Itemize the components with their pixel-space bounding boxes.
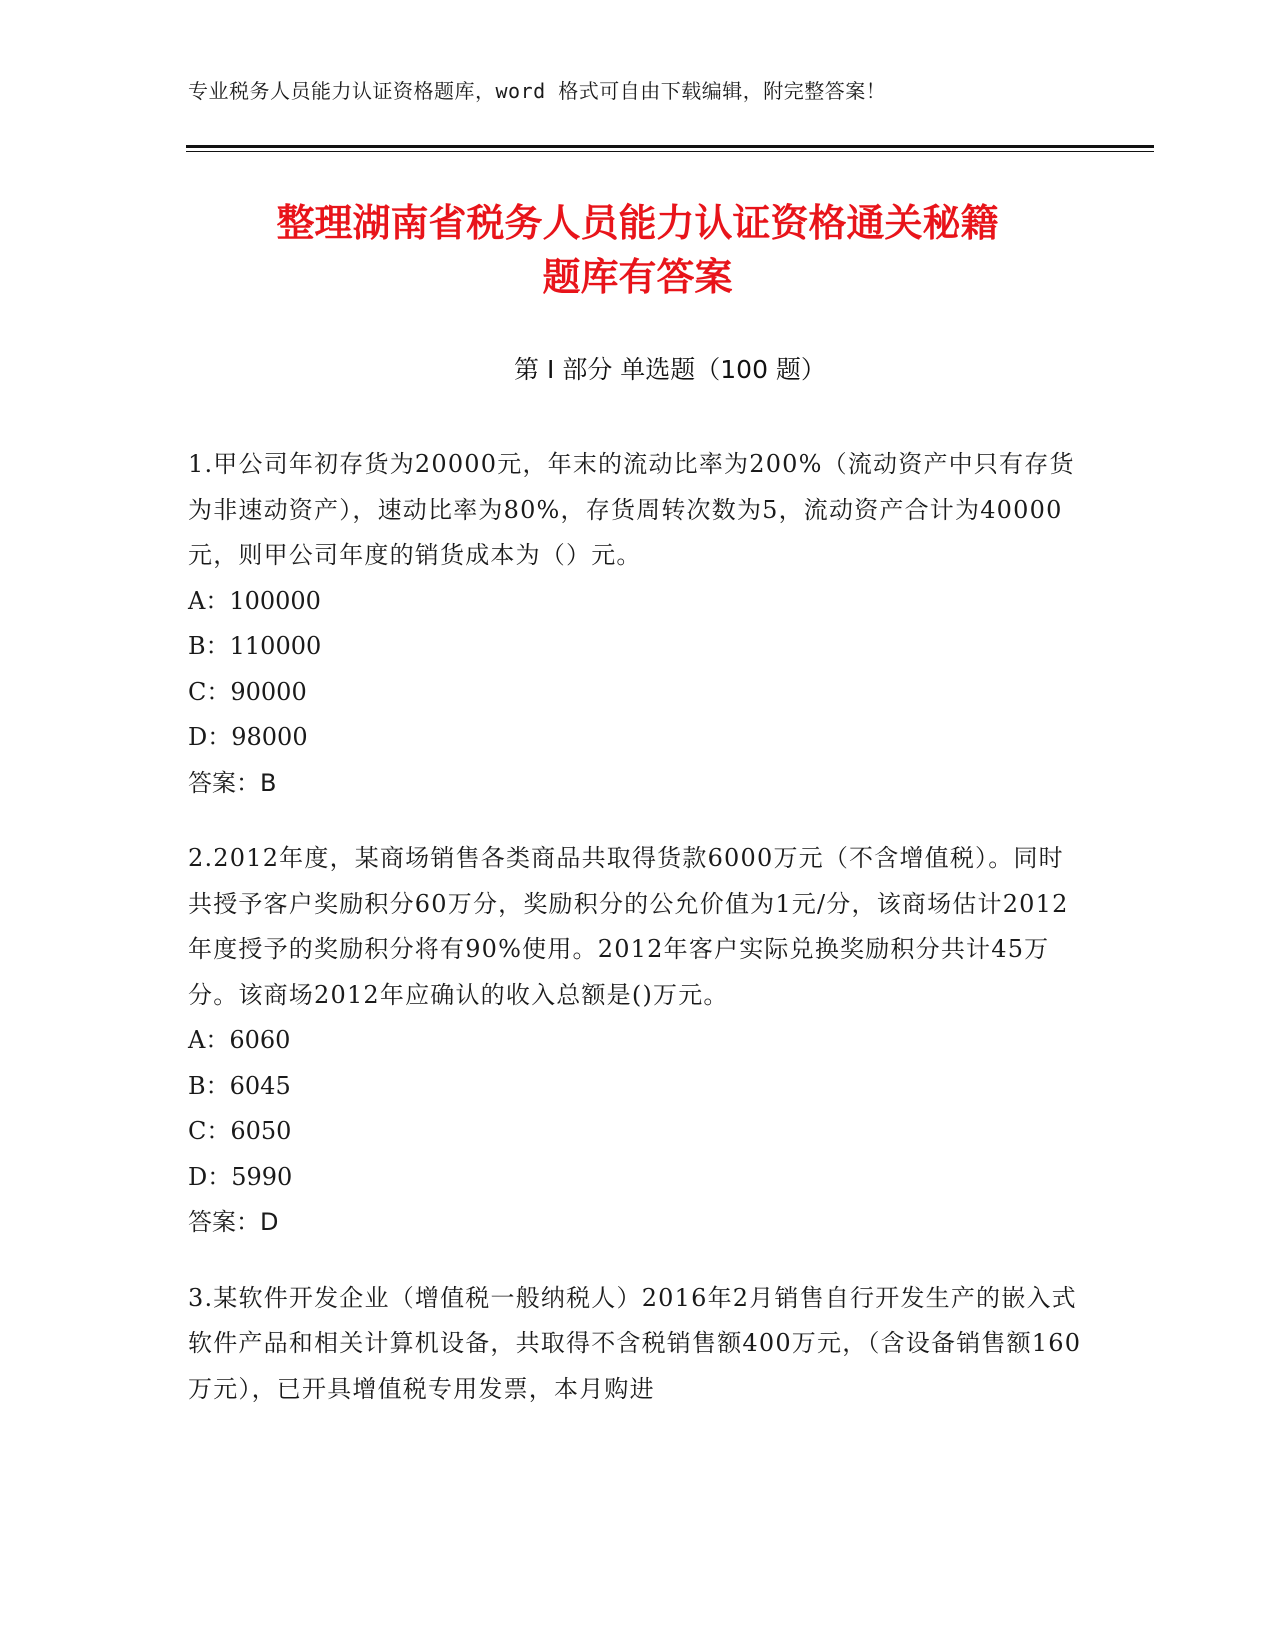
option-c: C：90000	[188, 677, 307, 706]
option-d: D：5990	[188, 1162, 293, 1191]
question-list	[188, 442, 1083, 1442]
option-b: B：6045	[188, 1071, 291, 1100]
option-a: A：100000	[188, 586, 321, 615]
document-title-line-2: 题库有答案	[542, 255, 733, 299]
question-2	[188, 836, 1083, 1246]
question-3	[188, 1276, 1083, 1413]
option-b: B：110000	[188, 632, 322, 660]
header-rule-thick	[186, 145, 1154, 148]
option-a: A：6060	[188, 1026, 291, 1054]
header-note: 专业税务人员能力认证资格题库，word 格式可自由下载编辑，附完整答案！	[188, 79, 887, 103]
header-rule-thin	[186, 151, 1154, 152]
section-title: 第 I 部分 单选题（100 题）	[514, 355, 826, 384]
question-stem: 2.2012年度，某商场销售各类商品共取得货款6000万元（不含增值税）。同时共授予客户奖励积分60万分，奖励积分的公允价值为1元/分，该商场估计2012年度授予的奖励积分将有90%使用。2012年客户实际兑换奖励积分共计45万分。该商场2012年应确认的收入总额是()万元。	[188, 844, 1069, 1009]
question-stem: 3.某软件开发企业（增值税一般纳税人）2016年2月销售自行开发生产的嵌入式软件产品和相关计算机设备，共取得不含税销售额400万元，（含设备销售额160万元），已开具增值税专用发票，本月购进	[188, 1283, 1082, 1403]
document-title	[120, 196, 1155, 304]
document-title-line-1: 整理湖南省税务人员能力认证资格通关秘籍	[276, 201, 999, 245]
option-c: C：6050	[188, 1117, 292, 1145]
question-1	[188, 442, 1083, 806]
answer-line: 答案：B	[188, 768, 277, 797]
question-stem: 1.甲公司年初存货为20000元，年末的流动比率为200%（流动资产中只有存货为非速动资产），速动比率为80%，存货周转次数为5，流动资产合计为40000元，则甲公司年度的销货成本为（）元。	[188, 450, 1075, 569]
option-d: D：98000	[188, 723, 308, 751]
answer-line: 答案：D	[188, 1208, 279, 1236]
